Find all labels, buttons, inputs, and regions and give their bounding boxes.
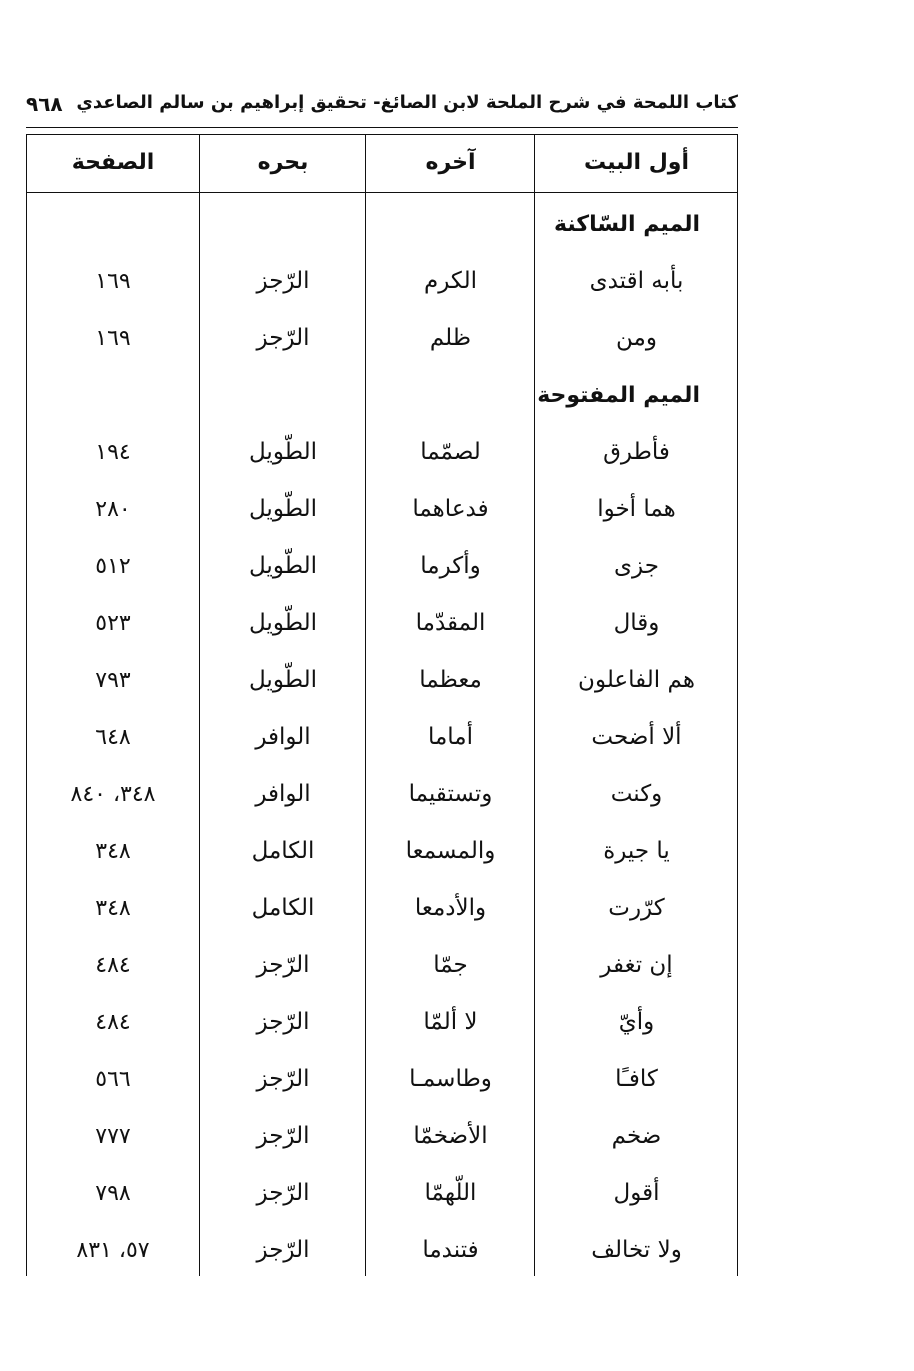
verse-first-cell: أقول [613, 1180, 660, 1206]
page-cell: ٣٤٨ [95, 839, 131, 864]
meter-cell: الرّجز [256, 1180, 310, 1206]
verse-last-cell: فدعاهما [412, 496, 489, 522]
section-label: الميم السّاكنة [553, 212, 700, 237]
table-row [26, 652, 738, 709]
meter-cell: الرّجز [256, 1123, 310, 1149]
page-cell: ٧٩٨ [95, 1181, 131, 1206]
verse-first-cell: كافـًا [615, 1066, 658, 1092]
table-row [26, 937, 738, 994]
table-row [26, 1108, 738, 1165]
verse-first-cell: فأطرق [603, 439, 670, 465]
verse-last-cell: لا ألمّا [423, 1009, 478, 1035]
verse-last-cell: اللّهمّا [424, 1180, 477, 1206]
verse-first-cell: ولا تخالف [591, 1237, 682, 1263]
table-row [26, 994, 738, 1051]
header-rule [26, 127, 738, 128]
page-cell: ٣٤٨ [95, 896, 131, 921]
verse-last-cell: المقدّما [415, 610, 486, 636]
table-row [26, 595, 738, 652]
table-head-rule [26, 192, 738, 193]
meter-cell: الطّويل [249, 667, 317, 693]
verse-first-cell: هم الفاعلون [578, 667, 695, 693]
column-header-last-of-verse: آخره [425, 150, 476, 175]
verse-first-cell: ألا أضحت [591, 724, 682, 750]
verse-last-cell: الكرم [423, 268, 478, 294]
section-label: الميم المفتوحة [537, 383, 700, 408]
verse-first-cell: وأيّ [618, 1009, 655, 1035]
page-cell: ٣٤٨، ٨٤٠ [70, 782, 156, 807]
table-row [26, 823, 738, 880]
table-row [26, 880, 738, 937]
verse-first-cell: كرّرت [608, 895, 665, 921]
page-cell: ٦٤٨ [95, 725, 131, 750]
verse-first-cell: إن تغفر [600, 952, 673, 978]
table-row [26, 1222, 738, 1279]
page-cell: ٥١٢ [95, 554, 131, 579]
meter-cell: الرّجز [256, 268, 310, 294]
table-row [26, 253, 738, 310]
verse-first-cell: يا جيرة [603, 838, 670, 864]
meter-cell: الكامل [251, 895, 315, 921]
table-top-rule [26, 134, 738, 135]
page-cell: ٤٨٤ [95, 953, 131, 978]
page-cell: ٥٧، ٨٣١ [76, 1238, 150, 1263]
table-row [26, 538, 738, 595]
page-cell: ٥٢٣ [95, 611, 131, 636]
verse-last-cell: الأضخمّا [413, 1123, 488, 1149]
verse-last-cell: وطاسمـا [409, 1066, 492, 1092]
page-cell: ٧٧٧ [95, 1124, 131, 1149]
meter-cell: الرّجز [256, 325, 310, 351]
column-header-first-of-verse: أول البيت [583, 150, 689, 175]
page-cell: ٥٦٦ [95, 1067, 131, 1092]
verse-last-cell: فتندما [422, 1237, 479, 1263]
page-cell: ٢٨٠ [95, 497, 131, 522]
page-cell: ١٦٩ [95, 269, 131, 294]
section-row [26, 367, 738, 424]
meter-cell: الوافر [255, 724, 311, 750]
verse-last-cell: معظما [419, 667, 482, 693]
meter-cell: الكامل [251, 838, 315, 864]
verse-last-cell: ظلم [429, 325, 472, 351]
verse-last-cell: وتستقيما [408, 781, 493, 807]
table-row [26, 1165, 738, 1222]
meter-cell: الطّويل [249, 439, 317, 465]
page-cell: ١٦٩ [95, 326, 131, 351]
table-row [26, 766, 738, 823]
meter-cell: الطّويل [249, 553, 317, 579]
running-title: كتاب اللمحة في شرح الملحة لابن الصائغ- تحقيق إبراهيم بن سالم الصاعدي [76, 92, 738, 113]
meter-cell: الرّجز [256, 1009, 310, 1035]
verse-first-cell: جزى [614, 553, 659, 579]
verse-last-cell: والمسمعا [405, 838, 496, 864]
table-row [26, 310, 738, 367]
verse-first-cell: وكنت [610, 781, 663, 807]
table-row [26, 1051, 738, 1108]
verse-last-cell: والأدمعا [414, 895, 487, 921]
table-row [26, 481, 738, 538]
verse-last-cell: جمّا [433, 952, 468, 978]
verse-last-cell: أماما [427, 724, 474, 750]
running-header [26, 90, 738, 124]
page-number: ٩٦٨ [26, 92, 63, 116]
table-row [26, 424, 738, 481]
verse-last-cell: لصمّما [420, 439, 481, 465]
column-header-page: الصفحة [71, 150, 155, 175]
verse-first-cell: ومن [616, 325, 657, 351]
column-header-meter: بحره [257, 150, 309, 175]
meter-cell: الرّجز [256, 1066, 310, 1092]
table-body [26, 196, 738, 1279]
meter-cell: الوافر [255, 781, 311, 807]
verse-last-cell: وأكرما [420, 553, 481, 579]
table-row [26, 709, 738, 766]
verse-first-cell: ضخم [611, 1123, 662, 1149]
page-cell: ١٩٤ [95, 440, 131, 465]
page-cell: ٤٨٤ [95, 1010, 131, 1035]
verse-first-cell: هما أخوا [597, 496, 676, 522]
page-cell: ٧٩٣ [95, 668, 131, 693]
verse-first-cell: بأبه اقتدى [589, 268, 684, 294]
meter-cell: الرّجز [256, 1237, 310, 1263]
verse-first-cell: وقال [613, 610, 660, 636]
meter-cell: الطّويل [249, 610, 317, 636]
section-row [26, 196, 738, 253]
meter-cell: الطّويل [249, 496, 317, 522]
meter-cell: الرّجز [256, 952, 310, 978]
